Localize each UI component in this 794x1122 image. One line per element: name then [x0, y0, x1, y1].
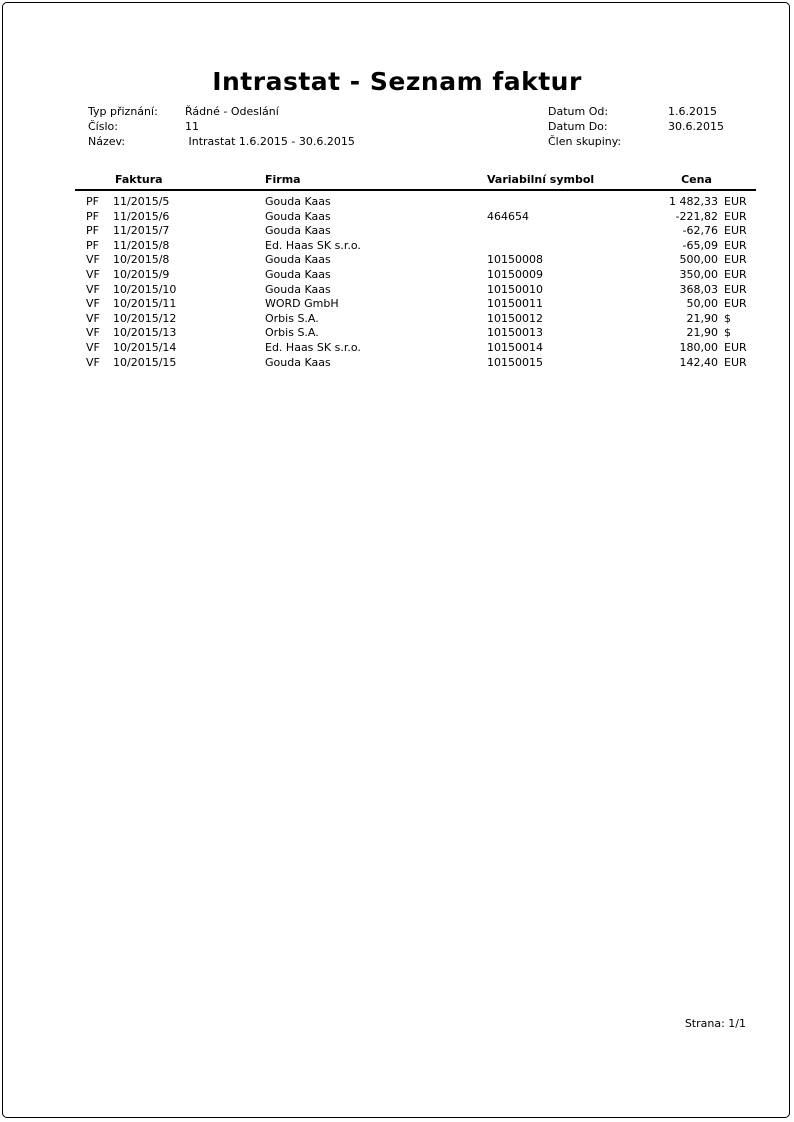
cell-number: 10/2015/14 [113, 340, 177, 354]
cell-firma: Gouda Kaas [265, 195, 331, 208]
cell-firma: Gouda Kaas [265, 282, 331, 296]
table-row [75, 297, 756, 312]
cell-number: 11/2015/7 [113, 224, 170, 238]
table-row [75, 341, 756, 356]
meta-label-clen-skupiny: Člen skupiny: [548, 135, 622, 148]
column-header-cena: Cena [637, 170, 756, 190]
cell-number: 11/2015/6 [113, 209, 170, 223]
cell-number: 10/2015/13 [113, 326, 177, 340]
cell-amount: 142,40 [679, 355, 718, 369]
invoice-table-body [75, 190, 756, 370]
cell-number: 10/2015/9 [113, 267, 170, 281]
cell-varsym: 10150014 [487, 340, 543, 354]
column-header-firma: Firma [265, 170, 487, 190]
cell-amount: 500,00 [679, 253, 718, 267]
cell-number: 11/2015/8 [113, 238, 170, 252]
cell-currency: EUR [724, 355, 747, 369]
table-row [75, 253, 756, 268]
table-row [75, 210, 756, 225]
cell-currency: $ [724, 311, 731, 325]
cell-varsym: 10150010 [487, 282, 543, 296]
column-header-type-spacer [75, 170, 113, 190]
cell-type: PF [86, 224, 99, 238]
cell-type: PF [86, 209, 99, 223]
meta-label-nazev: Název: [88, 135, 126, 148]
page-number: Strana: 1/1 [684, 1017, 746, 1030]
meta-label-datum-do: Datum Do: [548, 120, 608, 133]
cell-type: VF [86, 282, 100, 296]
cell-firma: Gouda Kaas [265, 209, 331, 223]
cell-varsym: 10150015 [487, 355, 543, 369]
cell-currency: EUR [724, 340, 747, 354]
cell-amount: 50,00 [686, 297, 718, 311]
table-row [75, 283, 756, 298]
cell-amount: -221,82 [675, 209, 718, 223]
cell-amount: 180,00 [679, 340, 718, 354]
cell-amount: 21,90 [686, 311, 718, 325]
cell-number: 10/2015/12 [113, 311, 177, 325]
cell-type: VF [86, 355, 100, 369]
cell-currency: EUR [724, 209, 747, 223]
cell-firma: Ed. Haas SK s.r.o. [265, 238, 361, 252]
table-header-row [75, 170, 756, 190]
cell-varsym: 10150012 [487, 311, 543, 325]
table-row [75, 312, 756, 327]
cell-number: 10/2015/11 [113, 297, 177, 311]
cell-firma: Gouda Kaas [265, 224, 331, 238]
meta-label-cislo: Číslo: [88, 120, 118, 133]
cell-amount: 368,03 [679, 282, 718, 296]
cell-amount: -65,09 [682, 238, 718, 252]
cell-currency: $ [724, 326, 731, 340]
cell-firma: Gouda Kaas [265, 267, 331, 281]
cell-firma: Gouda Kaas [265, 355, 331, 369]
cell-number: 10/2015/15 [113, 355, 177, 369]
cell-varsym [487, 190, 637, 210]
cell-varsym: 10150008 [487, 253, 543, 267]
cell-firma: WORD GmbH [265, 297, 339, 311]
cell-type: VF [86, 267, 100, 281]
table-row [75, 224, 756, 239]
cell-type: VF [86, 253, 100, 267]
cell-varsym [487, 224, 637, 239]
meta-value-nazev: Intrastat 1.6.2015 - 30.6.2015 [185, 135, 355, 148]
table-row [75, 268, 756, 283]
cell-number: 10/2015/10 [113, 282, 177, 296]
cell-currency: EUR [724, 238, 747, 252]
table-row [75, 190, 756, 210]
cell-currency: EUR [724, 297, 747, 311]
cell-currency: EUR [724, 267, 747, 281]
cell-varsym: 464654 [487, 209, 529, 223]
invoice-table [75, 170, 756, 370]
cell-number: 10/2015/8 [113, 253, 170, 267]
table-row [75, 326, 756, 341]
cell-number: 11/2015/5 [113, 195, 170, 208]
meta-value-cislo: 11 [185, 120, 199, 133]
cell-amount: 1 482,33 [669, 195, 718, 208]
cell-type: PF [86, 195, 99, 208]
cell-varsym [487, 239, 637, 254]
cell-type: VF [86, 340, 100, 354]
cell-firma: Gouda Kaas [265, 253, 331, 267]
cell-type: VF [86, 297, 100, 311]
cell-firma: Ed. Haas SK s.r.o. [265, 340, 361, 354]
cell-type: VF [86, 311, 100, 325]
column-header-faktura: Faktura [113, 170, 265, 190]
table-row [75, 239, 756, 254]
cell-currency: EUR [724, 253, 747, 267]
cell-varsym: 10150013 [487, 326, 543, 340]
cell-currency: EUR [724, 224, 747, 238]
cell-type: PF [86, 238, 99, 252]
meta-value-datum-od: 1.6.2015 [668, 105, 717, 118]
cell-firma: Orbis S.A. [265, 326, 319, 340]
meta-label-typ-priznani: Typ přiznání: [88, 105, 158, 118]
meta-value-datum-do: 30.6.2015 [668, 120, 724, 133]
cell-firma: Orbis S.A. [265, 311, 319, 325]
cell-varsym: 10150011 [487, 297, 543, 311]
meta-value-typ-priznani: Řádné - Odeslání [185, 105, 279, 118]
cell-currency: EUR [724, 282, 747, 296]
cell-currency: EUR [724, 195, 747, 208]
meta-label-datum-od: Datum Od: [548, 105, 609, 118]
cell-amount: -62,76 [682, 224, 718, 238]
cell-amount: 21,90 [686, 326, 718, 340]
cell-type: VF [86, 326, 100, 340]
table-row [75, 356, 756, 371]
column-header-varsym: Variabilní symbol [487, 170, 637, 190]
report-title: Intrastat - Seznam faktur [212, 66, 582, 96]
cell-amount: 350,00 [679, 267, 718, 281]
cell-varsym: 10150009 [487, 267, 543, 281]
